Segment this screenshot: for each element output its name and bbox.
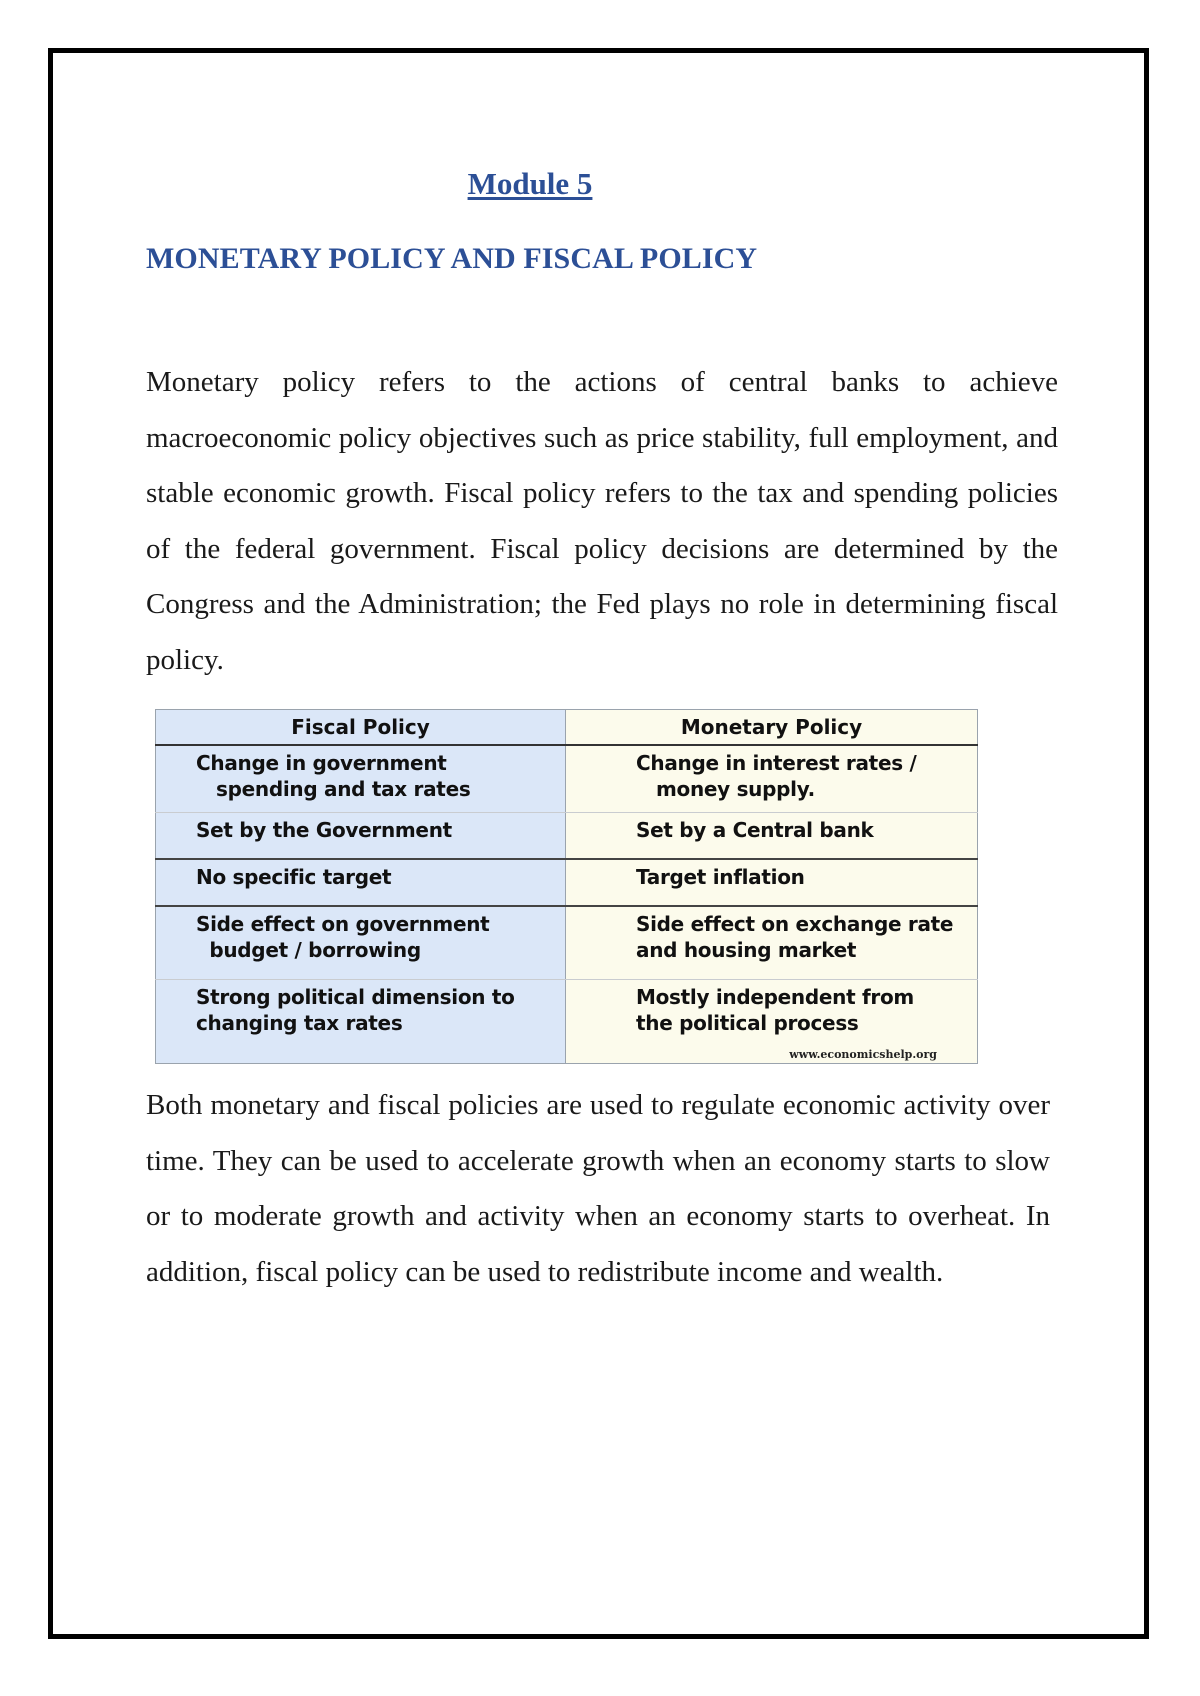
fiscal-cell-text: Strong political dimension to changing tax rates (196, 984, 515, 1035)
table-row (156, 859, 978, 906)
monetary-cell-text: Target inflation (636, 865, 805, 889)
monetary-cell (566, 745, 978, 812)
source-credit: www.economicshelp.org (789, 1047, 937, 1061)
monetary-cell-text: Side effect on exchange rate and housing market (636, 912, 954, 962)
monetary-cell (566, 906, 978, 979)
table-row (156, 812, 978, 859)
monetary-cell (566, 979, 978, 1063)
module-title: Module 5 (467, 166, 593, 201)
main-heading: MONETARY POLICY AND FISCAL POLICY (146, 242, 758, 275)
header-monetary-policy: Monetary Policy (566, 710, 978, 746)
fiscal-cell-text: Side effect on government budget / borrowing (196, 912, 490, 962)
monetary-cell-text: Mostly independent from the political process (636, 984, 914, 1035)
table-row (156, 745, 978, 812)
fiscal-cell-text: Change in government spending and tax rates (196, 751, 471, 801)
closing-paragraph: Both monetary and fiscal policies are used to regulate economic activity over time. They can be used to accelerate growth when an economy starts to slow or to moderate growth and activity when an economy starts to overheat. In addition, fiscal policy can be used to redistribute income and wealth. (146, 1089, 1050, 1288)
fiscal-cell (156, 906, 566, 979)
fiscal-cell-text: Set by the Government (196, 817, 452, 842)
monetary-cell (566, 812, 978, 859)
fiscal-cell (156, 745, 566, 812)
table-header-row (156, 710, 978, 746)
header-fiscal-policy: Fiscal Policy (156, 710, 566, 746)
monetary-cell (566, 859, 978, 906)
fiscal-cell (156, 859, 566, 906)
fiscal-cell-text: No specific target (196, 865, 392, 889)
fiscal-cell (156, 979, 566, 1063)
monetary-cell-text: Set by a Central bank (636, 817, 874, 842)
fiscal-cell (156, 812, 566, 859)
table-row (156, 979, 978, 1063)
fiscal-vs-monetary-table (155, 709, 978, 1064)
monetary-cell-text: Change in interest rates / money supply. (636, 751, 917, 801)
intro-paragraph: Monetary policy refers to the actions of central banks to achieve macroeconomic policy objectives such as price stability, full employment, and stable economic growth. Fiscal policy refers to the tax and spending policies of the federal government. Fiscal policy decisions are determined by the Congress and the Administration; the Fed plays no role in determining fiscal policy. (146, 366, 1058, 676)
table-row (156, 906, 978, 979)
